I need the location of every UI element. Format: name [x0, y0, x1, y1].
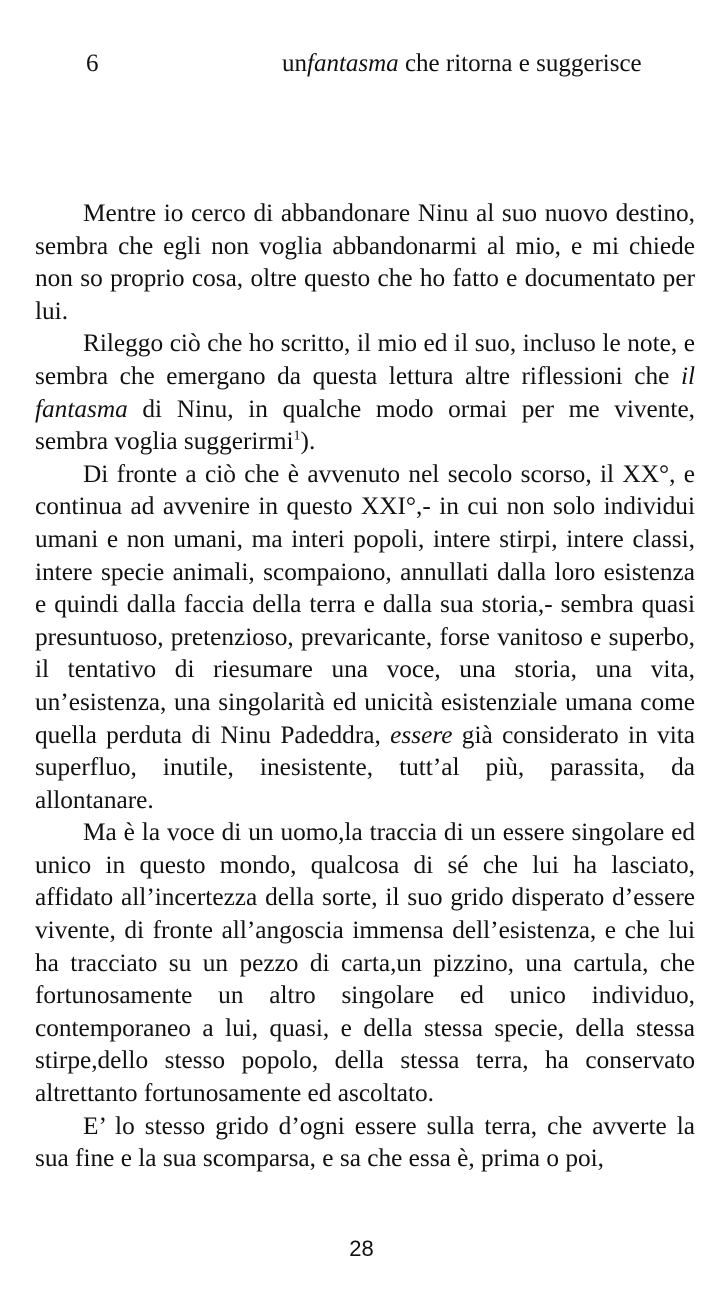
paragraph-text: E’ lo stesso grido d’ogni essere sulla terra, che avverte la sua fine e la sua scomparsa, e sa che essa è, prima o poi, — [35, 1111, 695, 1173]
paragraph — [35, 458, 695, 817]
italic-text: il fantasma — [35, 361, 695, 423]
running-head — [282, 50, 642, 78]
body-text — [35, 197, 695, 1175]
paragraph-text: Ma è la voce di un uomo,la traccia di un essere singolare ed unico in questo mondo, qualcosa di sé che lui ha lasciato, affidato all’incertezza della sorte, il suo grido disperato d’essere vivente, di fronte all’angoscia immensa dell’esistenza, e che lui ha tracciato su un pezzo di carta,un pizzino, una cartula, che fortunosamente un altro singolare ed unico individuo, contemporaneo a lui, quasi, e della stessa specie, della stessa stirpe,dello stesso popolo, della stessa terra, ha conservato altrettanto fortunosamente ed ascoltato. — [35, 818, 695, 1108]
paragraph — [35, 1110, 695, 1175]
footnote-ref: 1 — [293, 428, 301, 444]
italic-text: essere — [390, 720, 453, 749]
header-page-number: 6 — [86, 50, 99, 77]
paragraph — [35, 197, 695, 327]
paragraph-text: già considerato in vita superfluo, inutile, inesistente, tutt’al più, parassita, da allontanare. — [35, 720, 695, 814]
paragraph-text: Di fronte a ciò che è avvenuto nel secolo scorso, il XX°, e continua ad avvenire in questo XXI°,- in cui non solo individui umani e non umani, ma interi popoli, intere stirpi, intere classi, intere specie animali, scompaiono, annullati dalla loro esistenza e quindi dalla faccia della terra e dalla sua storia,- sembra quasi presuntuoso, pretenzioso, prevaricante, forse vanitoso e superbo, il tentativo di riesumare una voce, una storia, una vita, un’esistenza, una singolarità ed unicità esistenziale umana come quella perduta di Ninu Padeddra, — [35, 459, 695, 749]
page-folio: 28 — [349, 1236, 374, 1261]
running-head-suffix: che ritorna e suggerisce — [404, 50, 642, 77]
running-head-italic: fantasma — [307, 50, 399, 77]
paragraph-text: ). — [300, 427, 316, 456]
paragraph-text: Rileggo ciò che ho scritto, il mio ed il suo, incluso le note, e sembra che emergano da questa lettura altre riflessioni che — [35, 329, 695, 390]
paragraph-text: di Ninu, in qualche modo ormai per me vivente, sembra voglia suggerirmi — [35, 394, 695, 456]
paragraph — [35, 816, 695, 1109]
paragraph — [35, 327, 695, 457]
running-head-prefix: un — [282, 50, 307, 77]
paragraph-text: Mentre io cerco di abbandonare Ninu al suo nuovo destino, sembra che egli non voglia abbandonarmi al mio, e mi chiede non so proprio cosa, oltre questo che ho fatto e documentato per lui. — [35, 199, 695, 325]
